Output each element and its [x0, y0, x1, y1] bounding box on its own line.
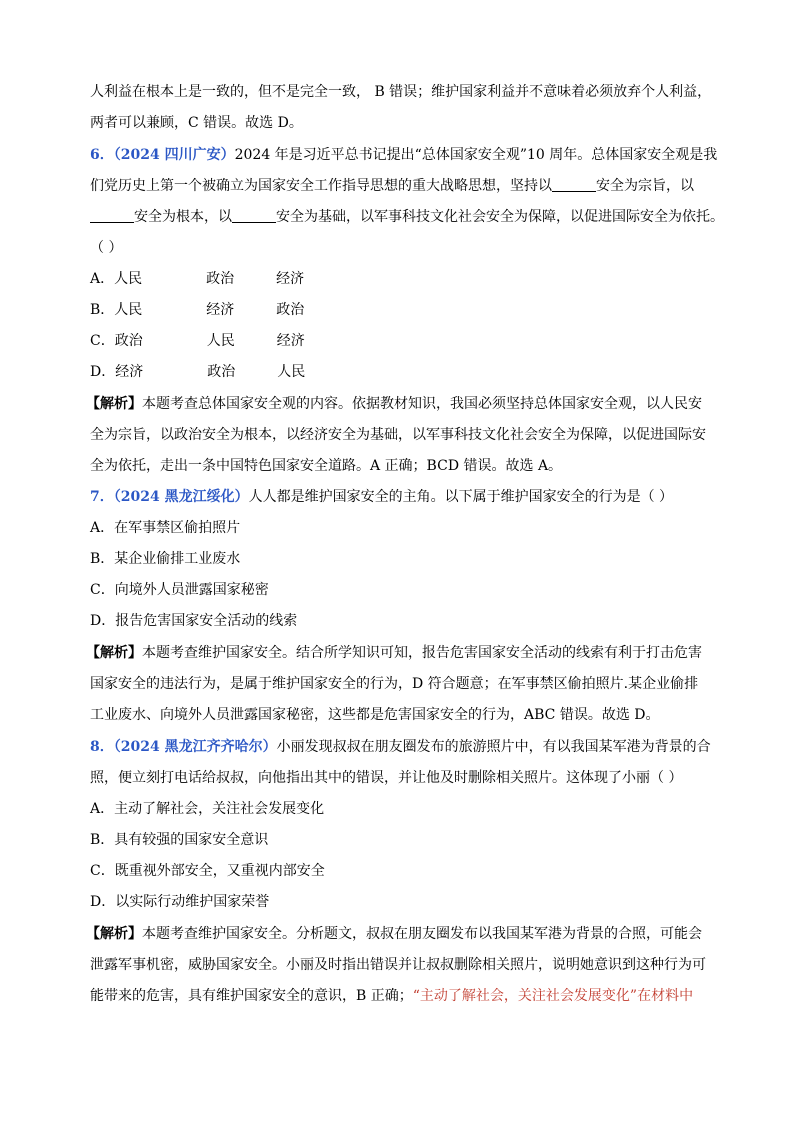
option-label: A． [90, 271, 115, 287]
q6-blank-3 [232, 208, 276, 223]
q6-source-tag: （2024 四川广安） [113, 147, 235, 163]
analysis-text: 本题考查总体国家安全观的内容。依据教材知识，我国必须坚持总体国家安全观，以人民安 [142, 396, 702, 412]
option-label: D． [90, 364, 116, 380]
q6-analysis-line-1 [86, 394, 706, 414]
q6-number: 6． [90, 147, 114, 163]
option-cell: 经济 [206, 302, 235, 318]
q6-option-c[interactable] [90, 331, 710, 351]
q6-option-d[interactable] [90, 362, 710, 382]
option-cell: 人民 [114, 302, 143, 318]
analysis-text: 本题考查维护国家安全。分析题文，叔叔在朋友圈发布以我国某军港为背景的合照，可能会 [142, 926, 702, 942]
q6-option-a[interactable] [90, 269, 710, 289]
q6-option-b[interactable] [90, 300, 710, 320]
analysis-text: 本题考查维护国家安全。结合所学知识可知，报告危害国家安全活动的线索有利于打击危害 [142, 645, 702, 661]
q7-option-a[interactable]: A．在军事禁区偷拍照片 [90, 520, 241, 536]
option-cell: 经济 [115, 364, 144, 380]
q6-stem-line-2 [90, 176, 710, 196]
option-cell: 经济 [276, 333, 305, 349]
q7-stem-text: 人人都是维护国家安全的主角。以下属于维护国家安全的行为是（ ） [248, 489, 674, 505]
q8-analysis-line-1 [86, 924, 706, 944]
option-label: B． [90, 302, 115, 318]
q7-option-b[interactable]: B．某企业偷排工业废水 [90, 551, 241, 567]
option-cell: 人民 [114, 271, 143, 287]
option-label: C． [90, 333, 115, 349]
q8-option-b[interactable]: B．具有较强的国家安全意识 [90, 832, 269, 848]
analysis-quote-red: “主动了解社会，关注社会发展变化”在材料中 [412, 988, 694, 1004]
q7-stem-line-1 [90, 487, 710, 507]
q7-option-c[interactable]: C．向境外人员泄露国家秘密 [90, 582, 269, 598]
option-cell: 政治 [206, 271, 235, 287]
option-cell: 人民 [277, 364, 306, 380]
q6-blank-2 [90, 208, 134, 223]
option-cell: 经济 [276, 271, 305, 287]
q6-blank-1 [552, 177, 596, 192]
q6-stem-line-3 [90, 207, 724, 227]
option-cell: 人民 [206, 333, 235, 349]
q6-answer-parentheses: （ ） [90, 240, 123, 256]
analysis-tag: 【解析】 [86, 396, 142, 412]
q8-stem-text: 小丽发现叔叔在朋友圈发布的旅游照片中，有以我国某军港为背景的合 [276, 739, 711, 755]
q8-option-d[interactable]: D．以实际行动维护国家荣誉 [90, 894, 270, 910]
q8-option-a[interactable]: A．主动了解社会，关注社会发展变化 [90, 801, 325, 817]
q6-stem-text-3a: 安全为根本，以 [134, 209, 232, 225]
q7-source-tag: （2024 黑龙江绥化） [113, 489, 249, 505]
q6-analysis-line-2: 全为宗旨，以政治安全为根本，以经济安全为基础，以军事科技文化社会安全为保障，以促进国际安 [90, 427, 706, 443]
q7-analysis-line-2: 国家安全的违法行为，是属于维护国家安全的行为，D 符合题意；在军事禁区偷拍照片.某企业偷排 [90, 676, 699, 692]
q8-analysis-line-3 [90, 986, 710, 1006]
q7-analysis-line-3: 工业废水、向境外人员泄露国家秘密，这些都是危害国家安全的行为，ABC 错误。故选 D。 [90, 707, 660, 723]
q8-number: 8． [90, 739, 114, 755]
q7-number: 7． [90, 489, 114, 505]
q6-stem-text: 2024 年是习近平总书记提出“总体国家安全观”10 周年。总体国家安全观是我 [234, 147, 718, 163]
q6-stem-text-2b: 安全为宗旨，以 [596, 178, 694, 194]
q8-option-c[interactable]: C．既重视外部安全，又重视内部安全 [90, 863, 325, 879]
analysis-tag: 【解析】 [86, 926, 142, 942]
option-cell: 政治 [207, 364, 236, 380]
q8-stem-line-1 [90, 737, 710, 757]
q8-stem-line-2: 照，便立刻打电话给叔叔，向他指出其中的错误，并让他及时删除相关照片。这体现了小丽（ ） [90, 770, 683, 786]
analysis-tag: 【解析】 [86, 645, 142, 661]
option-cell: 政治 [114, 333, 143, 349]
q7-analysis-line-1 [86, 643, 706, 663]
option-cell: 政治 [276, 302, 305, 318]
prev-analysis-line-2: 两者可以兼顾，C 错误。故选 D。 [90, 115, 303, 131]
q8-analysis-line-2: 泄露军事机密，威胁国家安全。小丽及时指出错误并让叔叔删除相关照片，说明她意识到这种行为可 [90, 957, 706, 973]
q6-stem-line-1 [90, 145, 718, 165]
q6-stem-text-3b: 安全为基础，以军事科技文化社会安全为保障，以促进国际安全为依托。 [276, 209, 724, 225]
q6-analysis-line-3: 全为依托，走出一条中国特色国家安全道路。A 正确；BCD 错误。故选 A。 [90, 458, 563, 474]
q8-source-tag: （2024 黑龙江齐齐哈尔） [113, 739, 277, 755]
q6-stem-text-2a: 们党历史上第一个被确立为国家安全工作指导思想的重大战略思想，坚持以 [90, 178, 552, 194]
prev-analysis-line-1: 人利益在根本上是一致的，但不是完全一致， B 错误；维护国家利益并不意味着必须放弃个人利益， [90, 84, 712, 100]
analysis-text: 能带来的危害，具有维护国家安全的意识，B 正确； [90, 988, 413, 1004]
q7-option-d[interactable]: D．报告危害国家安全活动的线索 [90, 613, 298, 629]
